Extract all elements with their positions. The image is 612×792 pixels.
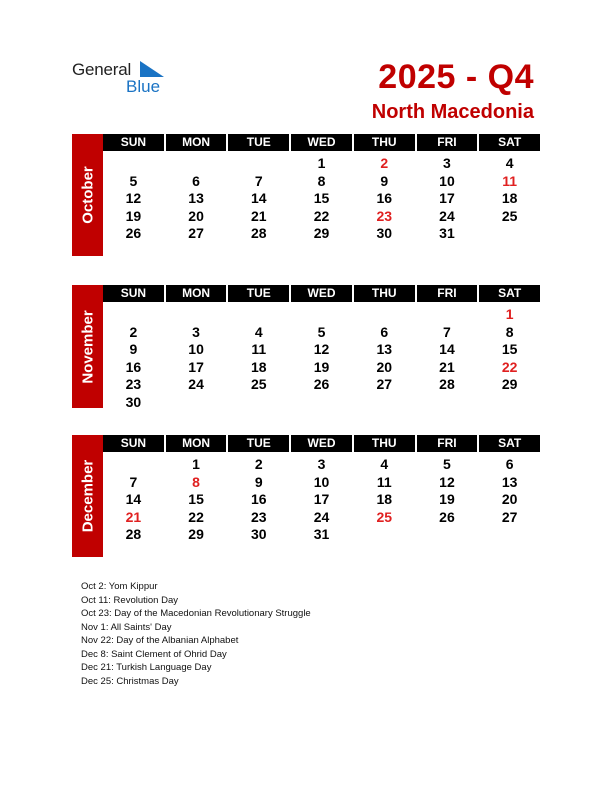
day-cell: 26 xyxy=(313,376,330,392)
day-cell: 6 xyxy=(505,456,514,472)
day-cell: 8 xyxy=(317,172,326,189)
day-cell: 8 xyxy=(505,323,514,340)
week-row xyxy=(103,526,540,543)
holiday-day-cell: 22 xyxy=(501,358,518,375)
day-cell: 9 xyxy=(254,473,263,490)
day-cell: 7 xyxy=(254,172,263,189)
day-cell xyxy=(354,306,415,323)
weekday-header: FRI xyxy=(417,435,478,452)
holiday-list-item: Oct 11: Revolution Day xyxy=(81,594,178,606)
day-cell: 17 xyxy=(439,190,455,206)
week-row xyxy=(103,155,540,172)
day-cell: 9 xyxy=(129,341,138,357)
day-cell xyxy=(291,306,352,323)
day-cell: 24 xyxy=(439,207,455,224)
weekday-header: SAT xyxy=(479,285,540,302)
day-cell xyxy=(166,394,227,411)
day-cell: 6 xyxy=(192,172,200,189)
holiday-list-item: Oct 2: Yom Kippur xyxy=(81,581,158,592)
day-cell: 1 xyxy=(192,456,200,472)
week-row xyxy=(103,491,540,508)
day-cell: 7 xyxy=(443,323,451,340)
week-row xyxy=(103,190,540,207)
day-cell: 27 xyxy=(376,376,393,392)
month-december xyxy=(72,435,540,557)
day-cell: 26 xyxy=(439,508,455,525)
weekday-header: SUN xyxy=(103,285,164,302)
day-cell: 19 xyxy=(439,491,455,507)
day-cell: 16 xyxy=(376,190,393,206)
day-cell xyxy=(103,155,164,172)
weekday-header: THU xyxy=(354,134,415,151)
day-cell: 31 xyxy=(313,526,330,542)
day-cell: 28 xyxy=(125,526,142,542)
holiday-list-item: Dec 8: Saint Clement of Ohrid Day xyxy=(81,648,227,660)
day-cell: 15 xyxy=(313,190,330,206)
day-cell: 28 xyxy=(251,225,267,241)
day-cell: 20 xyxy=(376,358,393,375)
week-row xyxy=(103,376,540,393)
day-cell: 30 xyxy=(376,225,393,241)
day-cell: 18 xyxy=(251,358,267,375)
logo-triangle-icon xyxy=(140,61,164,77)
day-cell: 30 xyxy=(125,393,142,410)
day-cell: 12 xyxy=(125,190,142,206)
day-cell: 16 xyxy=(251,491,267,507)
day-cell: 14 xyxy=(125,491,142,507)
weekday-header: MON xyxy=(166,285,227,302)
weekday-header: TUE xyxy=(228,134,289,151)
weekday-header: FRI xyxy=(417,285,478,302)
day-cell xyxy=(354,526,415,543)
day-cell xyxy=(166,306,227,323)
day-cell xyxy=(354,394,415,411)
day-cell xyxy=(291,394,352,411)
day-cell: 2 xyxy=(254,456,263,472)
day-cell: 5 xyxy=(317,323,326,340)
day-cell: 10 xyxy=(313,473,330,490)
day-cell: 23 xyxy=(251,508,267,525)
day-cell: 29 xyxy=(188,526,204,542)
day-cell: 26 xyxy=(125,225,142,241)
week-row xyxy=(103,208,540,225)
day-cell: 22 xyxy=(313,207,330,224)
day-cell: 25 xyxy=(501,207,518,224)
month-label xyxy=(72,285,103,408)
day-cell xyxy=(103,456,164,473)
week-row xyxy=(103,225,540,242)
week-row xyxy=(103,359,540,376)
holiday-day-cell: 1 xyxy=(505,306,514,322)
month-label-text: November xyxy=(79,309,96,384)
weekday-header: FRI xyxy=(417,134,478,151)
day-cell: 4 xyxy=(505,155,514,171)
holiday-day-cell: 11 xyxy=(502,172,518,189)
week-row xyxy=(103,341,540,358)
weekday-header-row xyxy=(103,435,540,452)
holiday-day-cell: 8 xyxy=(192,473,200,490)
holiday-list xyxy=(81,580,311,688)
weekday-header-row xyxy=(103,285,540,302)
day-cell: 22 xyxy=(188,508,204,525)
weekday-header: SAT xyxy=(479,435,540,452)
day-cell: 12 xyxy=(313,341,330,357)
day-cell: 9 xyxy=(380,172,389,189)
weekday-header: SUN xyxy=(103,134,164,151)
holiday-list-item: Dec 21: Turkish Language Day xyxy=(81,662,212,673)
day-cell: 29 xyxy=(313,225,330,241)
day-cell: 15 xyxy=(501,341,518,357)
day-cell: 21 xyxy=(439,358,455,375)
weekday-header: SUN xyxy=(103,435,164,452)
day-cell: 27 xyxy=(501,508,518,525)
day-cell: 19 xyxy=(125,207,142,224)
day-cell: 20 xyxy=(501,491,518,507)
day-cell xyxy=(479,526,540,543)
holiday-day-cell: 21 xyxy=(125,508,142,525)
day-cell xyxy=(417,526,478,543)
day-cell xyxy=(417,394,478,411)
day-cell: 13 xyxy=(188,190,204,206)
weekday-header-row xyxy=(103,134,540,151)
month-november xyxy=(72,285,540,408)
logo xyxy=(72,60,172,96)
logo-blue-text: Blue xyxy=(126,77,161,96)
day-cell: 18 xyxy=(501,190,518,206)
day-cell: 3 xyxy=(443,155,451,171)
holiday-list-item: Nov 1: All Saints' Day xyxy=(81,621,172,633)
week-row xyxy=(103,456,540,473)
day-cell: 25 xyxy=(251,376,267,392)
weekday-header: MON xyxy=(166,134,227,151)
day-cell: 1 xyxy=(317,155,326,171)
day-cell: 30 xyxy=(251,526,267,542)
day-cell: 17 xyxy=(188,358,204,375)
week-row xyxy=(103,509,540,526)
weekday-header: WED xyxy=(291,134,352,151)
day-cell: 4 xyxy=(254,323,263,340)
day-cell xyxy=(479,225,540,242)
day-cell: 16 xyxy=(125,358,142,375)
day-cell xyxy=(103,306,164,323)
month-label-text: December xyxy=(79,459,96,533)
day-cell: 23 xyxy=(125,376,142,392)
week-row xyxy=(103,306,540,323)
day-cell: 14 xyxy=(439,341,455,357)
day-cell: 24 xyxy=(188,376,204,392)
day-cell xyxy=(166,155,227,172)
day-cell: 13 xyxy=(376,341,393,357)
month-label xyxy=(72,435,103,557)
weekday-header: TUE xyxy=(228,435,289,452)
holiday-list-item: Dec 25: Christmas Day xyxy=(81,675,179,687)
holiday-list-item: Nov 22: Day of the Albanian Alphabet xyxy=(81,635,239,646)
day-cell: 15 xyxy=(188,491,204,507)
day-cell: 6 xyxy=(380,323,389,340)
month-label-text: October xyxy=(79,166,96,224)
day-cell: 20 xyxy=(188,207,204,224)
weekday-header: THU xyxy=(354,285,415,302)
day-cell xyxy=(479,394,540,411)
day-cell xyxy=(228,306,289,323)
weekday-header: WED xyxy=(291,285,352,302)
day-cell: 5 xyxy=(443,456,451,472)
day-cell: 21 xyxy=(251,207,267,224)
country-name: North Macedonia xyxy=(371,101,534,123)
page-title: 2025 - Q4 xyxy=(378,58,534,96)
week-row xyxy=(103,324,540,341)
week-row xyxy=(103,474,540,491)
day-cell: 5 xyxy=(129,172,138,189)
logo-general-text: General xyxy=(72,60,132,79)
day-cell: 11 xyxy=(251,341,267,357)
day-cell: 12 xyxy=(439,473,455,490)
week-row xyxy=(103,173,540,190)
day-cell: 18 xyxy=(376,491,393,507)
day-cell: 2 xyxy=(129,323,138,340)
holiday-day-cell: 25 xyxy=(376,508,393,525)
weekday-header: WED xyxy=(291,435,352,452)
day-cell: 4 xyxy=(380,456,389,472)
holiday-day-cell: 23 xyxy=(376,207,393,224)
month-label xyxy=(72,134,103,256)
holiday-day-cell: 2 xyxy=(380,155,389,171)
weekday-header: SAT xyxy=(479,134,540,151)
day-cell xyxy=(228,155,289,172)
day-cell: 10 xyxy=(439,172,455,189)
day-cell: 31 xyxy=(439,225,455,241)
day-cell xyxy=(417,306,478,323)
week-row xyxy=(103,394,540,411)
month-october xyxy=(72,134,540,256)
day-cell: 3 xyxy=(192,323,200,340)
weekday-header: MON xyxy=(166,435,227,452)
day-cell: 7 xyxy=(129,473,138,490)
weekday-header: TUE xyxy=(228,285,289,302)
day-cell: 14 xyxy=(251,190,267,206)
day-cell: 11 xyxy=(376,473,392,490)
day-cell: 13 xyxy=(501,473,518,490)
day-cell: 10 xyxy=(188,341,204,357)
day-cell xyxy=(228,394,289,411)
day-cell: 27 xyxy=(188,225,204,241)
day-cell: 19 xyxy=(313,358,330,375)
day-cell: 29 xyxy=(501,376,518,392)
day-cell: 17 xyxy=(313,491,330,507)
day-cell: 28 xyxy=(439,376,455,392)
day-cell: 3 xyxy=(317,456,326,472)
day-cell: 24 xyxy=(313,508,330,525)
holiday-list-item: Oct 23: Day of the Macedonian Revolutionary Struggle xyxy=(81,608,311,619)
weekday-header: THU xyxy=(354,435,415,452)
